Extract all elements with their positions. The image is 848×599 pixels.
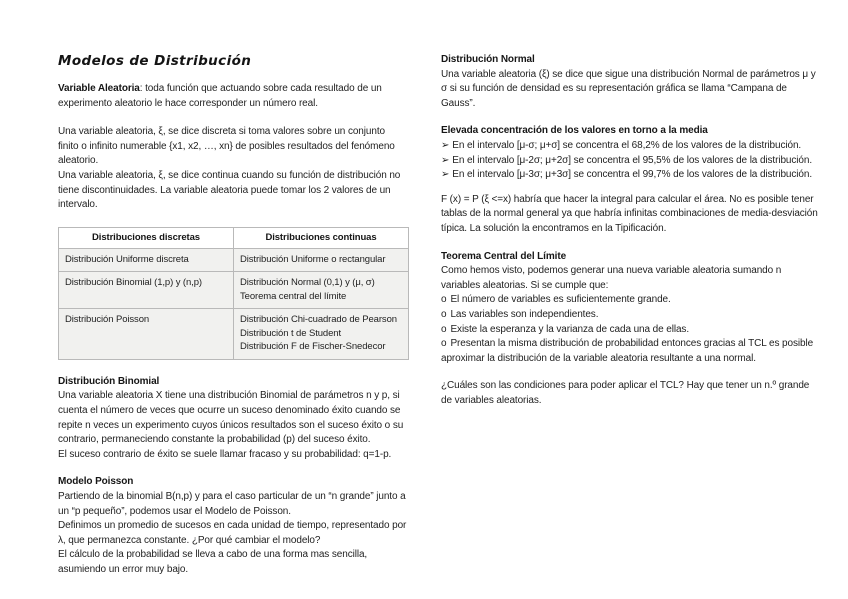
cell-line: Distribución F de Fischer-Snedecor <box>240 341 386 353</box>
interval-text: En el intervalo [μ-2σ; μ+2σ] se concentra el 95,5% de los valores de la distribución. <box>452 154 813 166</box>
cell-line: Distribución t de Student <box>240 327 342 339</box>
cell-line: Distribución Normal (0,1) y (μ, σ) <box>240 277 375 289</box>
arrowhead-bullet-icon: ➢ <box>441 139 450 151</box>
cell-line: Distribución Chi-cuadrado de Pearson <box>240 314 397 326</box>
poisson-paragraph-1: Partiendo de la binomial B(n,p) y para el caso particular de un “n grande” junto a un “p pequeño”, podemos usar el Modelo de Poisson. <box>58 490 406 517</box>
heading-concentracion-media: Elevada concentración de los valores en torno a la media <box>441 125 708 137</box>
header-distribuciones-discretas: Distribuciones discretas <box>59 227 234 248</box>
tcl-condition-text: Presentan la misma distribución de probabilidad entonces gracias al TCL es posible aproximar la distribución de la variable aleatoria resultante a una normal. <box>441 338 814 364</box>
tcl-condition-2 <box>441 308 818 323</box>
poisson-paragraph-2: Definimos un promedio de sucesos en cada unidad de tiempo, representado por λ, que permanezca constante. ¿Por qué cambiar el modelo? <box>58 520 407 546</box>
arrowhead-bullet-icon: ➢ <box>441 154 450 166</box>
left-column <box>58 53 407 590</box>
page-title: Modelos de Distribución <box>58 53 252 69</box>
paragraph-discreta: Una variable aleatoria, ξ, se dice discreta si toma valores sobre un conjunto finito o infinito numerable {x1, x2, …, xn} de posibles resultados del fenómeno aleatorio. <box>58 126 395 167</box>
cell-uniforme-discreta: Distribución Uniforme discreta <box>59 248 234 272</box>
poisson-paragraph-3: El cálculo de la probabilidad se lleva a cabo de una forma mas sencilla, asumiendo un error muy bajo. <box>58 549 368 575</box>
interval-bullet-3sigma <box>441 168 818 183</box>
binomial-paragraph-1: Una variable aleatoria X tiene una distribución Binomial de parámetros n y p, si cuenta el número de veces que ocurre un suceso denominado éxito cuando se repite n veces un experimento cuyos únicos resultados son el suceso éxito o su contrario, permaneciendo constante la probabilidad (p) del suceso éxito. <box>58 390 404 446</box>
tcl-condition-text: Las variables son independientes. <box>450 308 599 320</box>
term-variable-aleatoria: Variable Aleatoria <box>58 83 140 94</box>
header-distribuciones-continuas: Distribuciones continuas <box>234 227 409 248</box>
heading-distribucion-binomial: Distribución Binomial <box>58 375 160 387</box>
right-column <box>441 53 818 421</box>
paragraph-tipificacion: F (x) = P (ξ <=x) habría que hacer la integral para calcular el área. No es posible tener tablas de la normal general ya que habría infinitas combinaciones de media-desviación típica. La solución la encontramos en la Tipificación. <box>441 193 818 234</box>
tcl-condition-text: El número de variables es suficientemente grande. <box>450 294 671 306</box>
cell-chi-student-fischer <box>234 309 409 360</box>
tcl-condition-4 <box>441 337 818 366</box>
paragraph-condiciones-tcl: ¿Cuáles son las condiciones para poder aplicar el TCL? Hay que tener un n.º grande de variables aleatorias. <box>441 380 810 406</box>
section-modelo-poisson <box>58 475 407 577</box>
cell-uniforme-rectangular <box>234 248 409 272</box>
heading-teorema-central-limite: Teorema Central del Límite <box>441 250 567 262</box>
normal-paragraph: Una variable aleatoria (ξ) se dice que sigue una distribución Normal de parámetros μ y σ si su función de densidad es su representación gráfica se llama “Campana de Gauss”. <box>441 68 816 109</box>
paragraph-continua: Una variable aleatoria, ξ, se dice continua cuando su función de distribución no tiene discontinuidades. La variable aleatoria puede tomar los 2 valores de un intervalo. <box>58 169 401 211</box>
binomial-paragraph-2: El suceso contrario de éxito se suele llamar fracaso y su probabilidad: q=1-p. <box>58 448 392 460</box>
o-bullet-icon: o <box>441 323 447 335</box>
o-bullet-icon: o <box>441 294 447 306</box>
section-concentracion-media <box>441 124 818 182</box>
interval-text: En el intervalo [μ-σ; μ+σ] se concentra el 68,2% de los valores de la distribución. <box>452 139 802 151</box>
section-distribucion-binomial <box>58 375 407 463</box>
cell-line: Teorema central del límite <box>240 290 347 302</box>
variable-aleatoria-text: : toda función que actuando sobre cada resultado de un experimento aleatorio le hace corresponder un número real. <box>58 83 382 109</box>
heading-modelo-poisson: Modelo Poisson <box>58 476 134 488</box>
cell-binomial: Distribución Binomial (1,p) y (n,p) <box>59 272 234 309</box>
table-row <box>59 309 409 360</box>
o-bullet-icon: o <box>441 308 447 320</box>
cell-normal-tcl <box>234 272 409 309</box>
section-teorema-central-limite <box>441 250 818 367</box>
o-bullet-icon: o <box>441 338 447 350</box>
cell-line: Distribución Uniforme o rectangular <box>240 253 386 265</box>
interval-text: En el intervalo [μ-3σ; μ+3σ] se concentra el 99,7% de los valores de la distribución. <box>452 169 813 181</box>
cell-poisson: Distribución Poisson <box>59 309 234 360</box>
table-row <box>59 248 409 272</box>
distributions-table <box>58 227 409 360</box>
table-row <box>59 272 409 309</box>
section-distribucion-normal <box>441 53 818 111</box>
tcl-intro: Como hemos visto, podemos generar una nueva variable aleatoria sumando n variables aleatorias. Si se cumple que: <box>441 265 782 291</box>
arrowhead-bullet-icon: ➢ <box>441 169 450 181</box>
heading-distribucion-normal: Distribución Normal <box>441 54 535 65</box>
interval-bullet-2sigma <box>441 154 818 169</box>
paragraph-tipos-variable <box>58 125 407 213</box>
paragraph-variable-aleatoria <box>58 82 407 111</box>
tcl-condition-1 <box>441 293 818 308</box>
distributions-table-header <box>59 227 409 248</box>
tcl-condition-3 <box>441 323 818 338</box>
interval-bullet-1sigma <box>441 139 818 154</box>
tcl-condition-text: Existe la esperanza y la varianza de cada una de ellas. <box>450 323 690 335</box>
